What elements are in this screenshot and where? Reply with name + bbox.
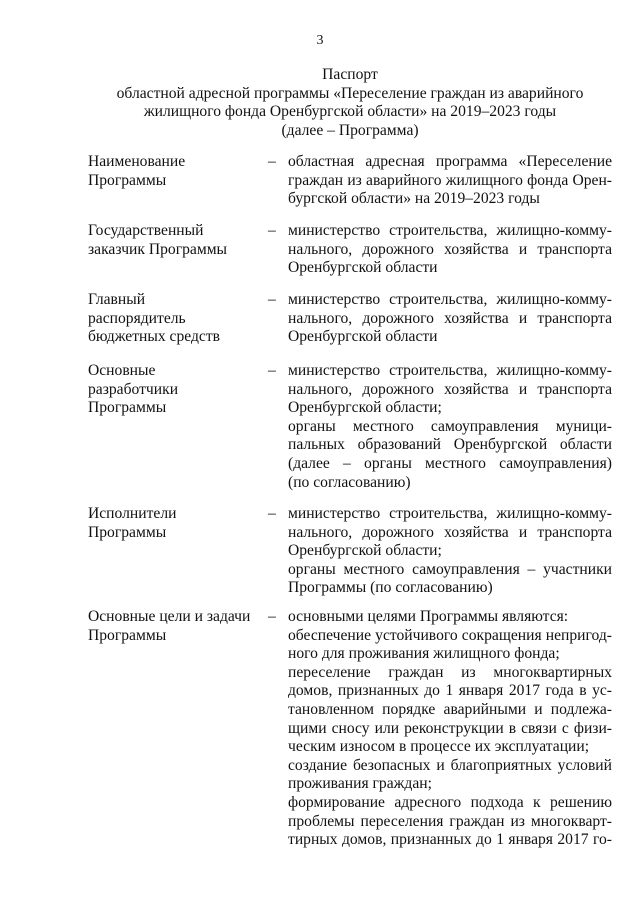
label-line: Наименование xyxy=(88,153,186,170)
value-line: нального, дорожного хозяйства и транспорта xyxy=(288,523,612,541)
value-line: органы местного самоуправления – участники xyxy=(288,560,612,578)
value-line: щими сносу или реконструкции в связи с физи- xyxy=(288,719,612,737)
value-line: тирных домов, признанных до 1 января 2017 го- xyxy=(288,831,612,849)
row-label xyxy=(88,222,263,259)
heading-line: Паспорт xyxy=(322,66,378,83)
value-line: Программы (по согласованию) xyxy=(288,579,493,597)
value-line: формирование адресного подхода к решению xyxy=(288,793,612,811)
row-dash: – xyxy=(268,153,276,170)
value-line: граждан из аварийного жилищного фонда Орен- xyxy=(288,171,612,189)
value-line: (по согласованию) xyxy=(288,473,411,491)
value-line: министерство строительства, жилищно-комму- xyxy=(288,362,612,379)
value-line: обеспечение устойчивого сокращения непригод- xyxy=(288,626,612,644)
row-label xyxy=(88,608,263,645)
page-number: 3 xyxy=(316,33,324,48)
value-line: министерство строительства, жилищно-комму- xyxy=(288,291,612,308)
row-label xyxy=(88,362,263,418)
value-line: домов, признанных до 1 января 2017 года в ус- xyxy=(288,682,612,700)
value-line: министерство строительства, жилищно-комму- xyxy=(288,222,612,239)
passport-heading xyxy=(80,66,620,140)
label-line: Программы xyxy=(88,399,167,417)
value-line: основными целями Программы являются: xyxy=(288,608,569,625)
row-value xyxy=(288,608,612,850)
row-value xyxy=(288,222,612,278)
label-line: Основные цели и задачи xyxy=(88,608,251,625)
row-dash: – xyxy=(268,222,276,239)
row-value xyxy=(288,153,612,209)
value-line: создание безопасных и благоприятных условий xyxy=(288,756,612,774)
label-line: Государственный xyxy=(88,222,204,239)
value-line: министерство строительства, жилищно-комму- xyxy=(288,505,612,522)
label-line: распорядитель xyxy=(88,309,186,327)
label-line: разработчики xyxy=(88,380,179,398)
row-value xyxy=(288,505,612,598)
value-line: переселение граждан из многоквартирных xyxy=(288,663,612,681)
label-line: Программы xyxy=(88,171,167,189)
heading-line: жилищного фонда Оренбургской области» на 2019–2023 годы xyxy=(143,103,557,121)
value-line: тановленном порядке аварийными и подлежа- xyxy=(288,700,612,718)
value-line: Оренбургской области; xyxy=(288,399,442,417)
value-line: пальных образований Оренбургской области xyxy=(288,436,612,454)
value-line: (далее – органы местного самоуправления) xyxy=(288,454,612,472)
value-line: ного для проживания жилищного фонда; xyxy=(288,645,560,663)
label-line: Основные xyxy=(88,362,156,379)
row-value xyxy=(288,362,612,492)
value-line: бургской области» на 2019–2023 годы xyxy=(288,190,540,208)
value-line: нального, дорожного хозяйства и транспорта xyxy=(288,380,612,398)
row-dash: – xyxy=(268,505,276,522)
label-line: Исполнители xyxy=(88,505,177,522)
value-line: областная адресная программа «Переселение xyxy=(288,153,612,170)
heading-line: областной адресной программы «Переселение граждан из аварийного xyxy=(116,84,584,102)
label-line: Программы xyxy=(88,626,167,644)
heading-line: (далее – Программа) xyxy=(281,121,419,139)
value-line: Оренбургской области xyxy=(288,328,438,346)
row-dash: – xyxy=(268,362,276,379)
value-line: Оренбургской области; xyxy=(288,542,442,560)
row-label xyxy=(88,291,263,347)
value-line: проблемы переселения граждан из многокварт- xyxy=(288,812,612,830)
row-label xyxy=(88,505,263,542)
label-line: заказчик Программы xyxy=(88,240,228,258)
row-value xyxy=(288,291,612,347)
value-line: органы местного самоуправления муници- xyxy=(288,417,612,435)
row-label xyxy=(88,153,263,190)
label-line: Программы xyxy=(88,523,167,541)
value-line: проживания граждан; xyxy=(288,775,432,793)
value-line: нального, дорожного хозяйства и транспорта xyxy=(288,240,612,258)
label-line: Главный xyxy=(88,291,146,308)
value-line: нального, дорожного хозяйства и транспорта xyxy=(288,309,612,327)
value-line: Оренбургской области xyxy=(288,259,438,277)
row-dash: – xyxy=(268,608,276,625)
value-line: ческим износом в процессе их эксплуатации; xyxy=(288,738,590,756)
label-line: бюджетных средств xyxy=(88,328,221,346)
row-dash: – xyxy=(268,291,276,308)
